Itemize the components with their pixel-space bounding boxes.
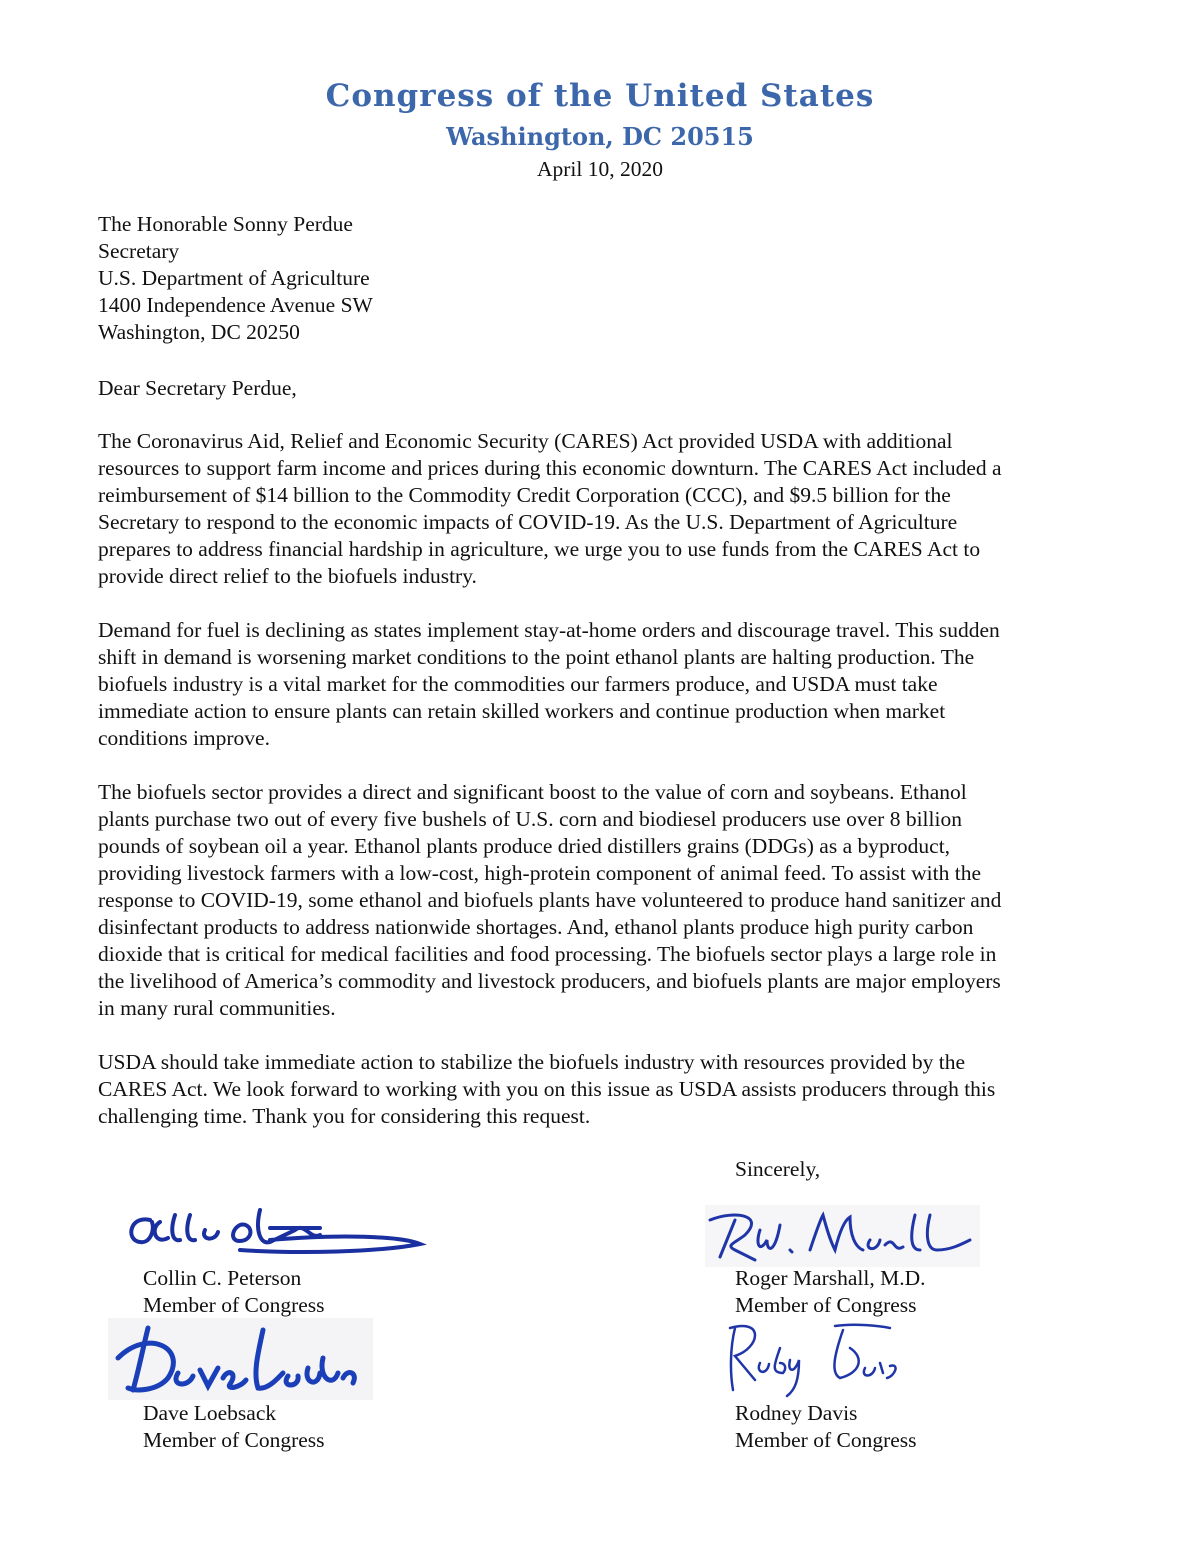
paragraph-2-line: conditions improve. [98,726,270,750]
paragraph-2-line: shift in demand is worsening market conditions to the point ethanol plants are halting production. The [98,645,975,669]
paragraph-3-line: response to COVID-19, some ethanol and biofuels plants have volunteered to produce hand sanitizer and [98,888,1002,912]
paragraph-3-line: providing livestock farmers with a low-cost, high-protein component of animal feed. To assist with the [98,861,981,885]
signature-marshall [705,1205,980,1267]
paragraph-2-line: Demand for fuel is declining as states implement stay-at-home orders and discourage travel. This sudden [98,618,1000,642]
paragraph-4-line: CARES Act. We look forward to working with you on this issue as USDA assists producers through this [98,1077,996,1101]
signer-name: Rodney Davis [735,1401,858,1425]
paragraph-3-line: plants purchase two out of every five bushels of U.S. corn and biodiesel producers use over 8 billion [98,807,962,831]
closing: Sincerely, [735,1157,821,1181]
paragraph-1-line: resources to support farm income and prices during this economic downturn. The CARES Act included a [98,456,1002,480]
paragraph-3-line: in many rural communities. [98,996,336,1020]
signer-name: Collin C. Peterson [143,1266,302,1290]
address-line: Washington, DC 20250 [98,320,300,344]
signer-title: Member of Congress [143,1428,325,1452]
paragraph-3-line: dioxide that is critical for medical facilities and food processing. The biofuels sector plays a large role in [98,942,997,966]
paragraph-1-line: Secretary to respond to the economic impacts of COVID-19. As the U.S. Department of Agriculture [98,510,958,534]
paragraph-3-line: pounds of soybean oil a year. Ethanol plants produce dried distillers grains (DDGs) as a byproduct, [98,834,951,858]
signer-title: Member of Congress [735,1428,917,1452]
signature-davis [725,1318,905,1398]
paragraph-3-line: the livelihood of America’s commodity and livestock producers, and biofuels plants are major employers [98,969,1001,993]
paragraph-2-line: immediate action to ensure plants can retain skilled workers and continue production when market [98,699,946,723]
paragraph-3-line: The biofuels sector provides a direct and significant boost to the value of corn and soybeans. Ethanol [98,780,967,804]
paragraph-1-line: reimbursement of $14 billion to the Commodity Credit Corporation (CCC), and $9.5 billion for the [98,483,951,507]
letter-date: April 10, 2020 [536,157,663,181]
address-line: Secretary [98,239,180,263]
letterhead-city: Washington, DC 20515 [446,122,754,151]
signer-name: Roger Marshall, M.D. [735,1266,926,1290]
paragraph-2-line: biofuels industry is a vital market for the commodities our farmers produce, and USDA must take [98,672,938,696]
paragraph-1-line: prepares to address financial hardship in agriculture, we urge you to use funds from the CARES Act to [98,537,981,561]
paragraph-3-line: disinfectant products to address nationwide shortages. And, ethanol plants produce high purity carbon [98,915,974,939]
signer-title: Member of Congress [143,1293,325,1317]
signer-title: Member of Congress [735,1293,917,1317]
paragraph-1-line: The Coronavirus Aid, Relief and Economic Security (CARES) Act provided USDA with additional [98,429,953,453]
signature-peterson [120,1200,430,1270]
signer-name: Dave Loebsack [143,1401,277,1425]
address-line: U.S. Department of Agriculture [98,266,370,290]
address-line: 1400 Independence Avenue SW [98,293,373,317]
paragraph-4-line: USDA should take immediate action to stabilize the biofuels industry with resources provided by the [98,1050,965,1074]
letterhead-title: Congress of the United States [325,78,875,114]
address-line: The Honorable Sonny Perdue [98,212,353,236]
signature-loebsack [108,1318,373,1400]
salutation: Dear Secretary Perdue, [98,376,297,400]
paragraph-4-line: challenging time. Thank you for considering this request. [98,1104,591,1128]
paragraph-1-line: provide direct relief to the biofuels industry. [98,564,477,588]
